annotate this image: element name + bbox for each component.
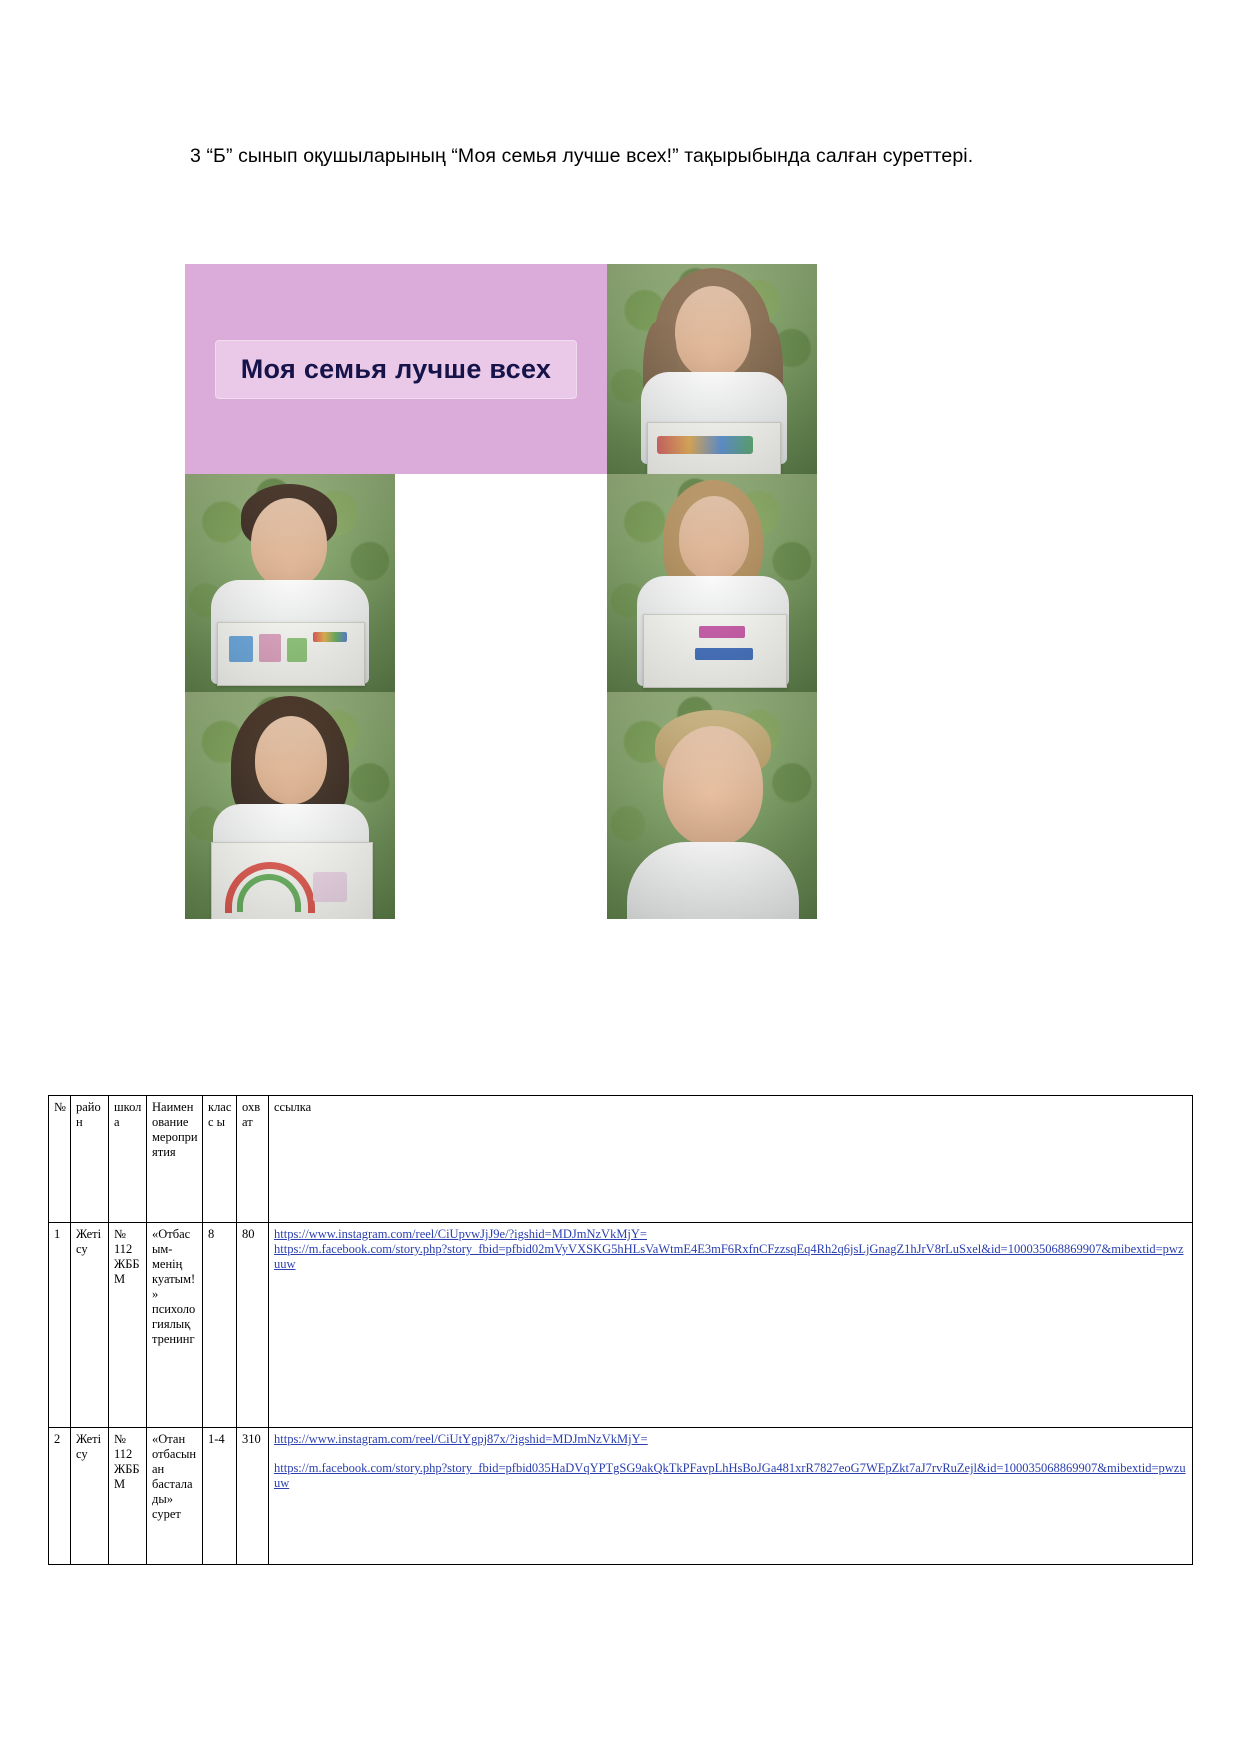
cell-links	[269, 1428, 1193, 1565]
cell-event: «Отбасым-менің куатым!» психологиялық тренинг	[147, 1223, 203, 1428]
instagram-link[interactable]: https://www.instagram.com/reel/CiUtYgpj87x/?igshid=MDJmNzVkMjY=	[274, 1432, 648, 1446]
table-row	[49, 1428, 1193, 1565]
cell-num: 2	[49, 1428, 71, 1565]
header-event: Наименование мероприятия	[147, 1096, 203, 1223]
cell-links	[269, 1223, 1193, 1428]
photo-boy-portrait	[607, 692, 817, 919]
cell-school: № 112 ЖББМ	[109, 1428, 147, 1565]
cell-district: Жетісу	[71, 1223, 109, 1428]
photo-girl-holding-drawing-semya	[607, 264, 817, 474]
header-district: район	[71, 1096, 109, 1223]
table-header-row	[49, 1096, 1193, 1223]
cell-num: 1	[49, 1223, 71, 1428]
cell-grades: 1-4	[203, 1428, 237, 1565]
facebook-link[interactable]: https://m.facebook.com/story.php?story_fbid=pfbid02mVyVXSKG5hHLsVaWtmE4E3mF6RxfnCFzzsqEq4Rh2q6jsLjGnagZ1hJrV8rLuSxel&id=100035068869907&mibextid=pwzuuw	[274, 1242, 1184, 1271]
banner-plate	[215, 340, 578, 399]
banner-text: Моя семья лучше всех	[240, 353, 552, 384]
facebook-link[interactable]: https://m.facebook.com/story.php?story_fbid=pfbid035HaDVqYPTgSG9akQkTkPFavpLhHsBoJGa481xrR7827eoG7WEpZkt7aJ7rvRuZejl&id=100035068869907&mibextid=pwzuuw	[274, 1461, 1186, 1490]
header-reach: охват	[237, 1096, 269, 1223]
header-num: №	[49, 1096, 71, 1223]
page-title: 3 “Б” сынып оқушыларының “Моя семья лучше всех!” тақырыбында салған суреттері.	[190, 145, 974, 167]
header-link: ссылка	[269, 1096, 1193, 1223]
cell-grades: 8	[203, 1223, 237, 1428]
cell-district: Жетісу	[71, 1428, 109, 1565]
events-table	[48, 1095, 1193, 1565]
cell-reach: 80	[237, 1223, 269, 1428]
cell-school: № 112 ЖББМ	[109, 1223, 147, 1428]
cell-reach: 310	[237, 1428, 269, 1565]
events-table-wrapper	[48, 1095, 1192, 1565]
instagram-link[interactable]: https://www.instagram.com/reel/CiUpvwJjJ9e/?igshid=MDJmNzVkMjY=	[274, 1227, 647, 1241]
header-school: школа	[109, 1096, 147, 1223]
collage-banner	[185, 264, 607, 474]
photo-boy-holding-family-drawing	[185, 474, 395, 692]
table-row	[49, 1223, 1193, 1428]
cell-event: «Отан отбасынан басталады» сурет	[147, 1428, 203, 1565]
photo-girl-holding-rainbow-drawing	[185, 692, 395, 919]
header-grades: класс ы	[203, 1096, 237, 1223]
photo-collage	[185, 264, 817, 919]
photo-girl-holding-drawing-moya-semya	[607, 474, 817, 692]
